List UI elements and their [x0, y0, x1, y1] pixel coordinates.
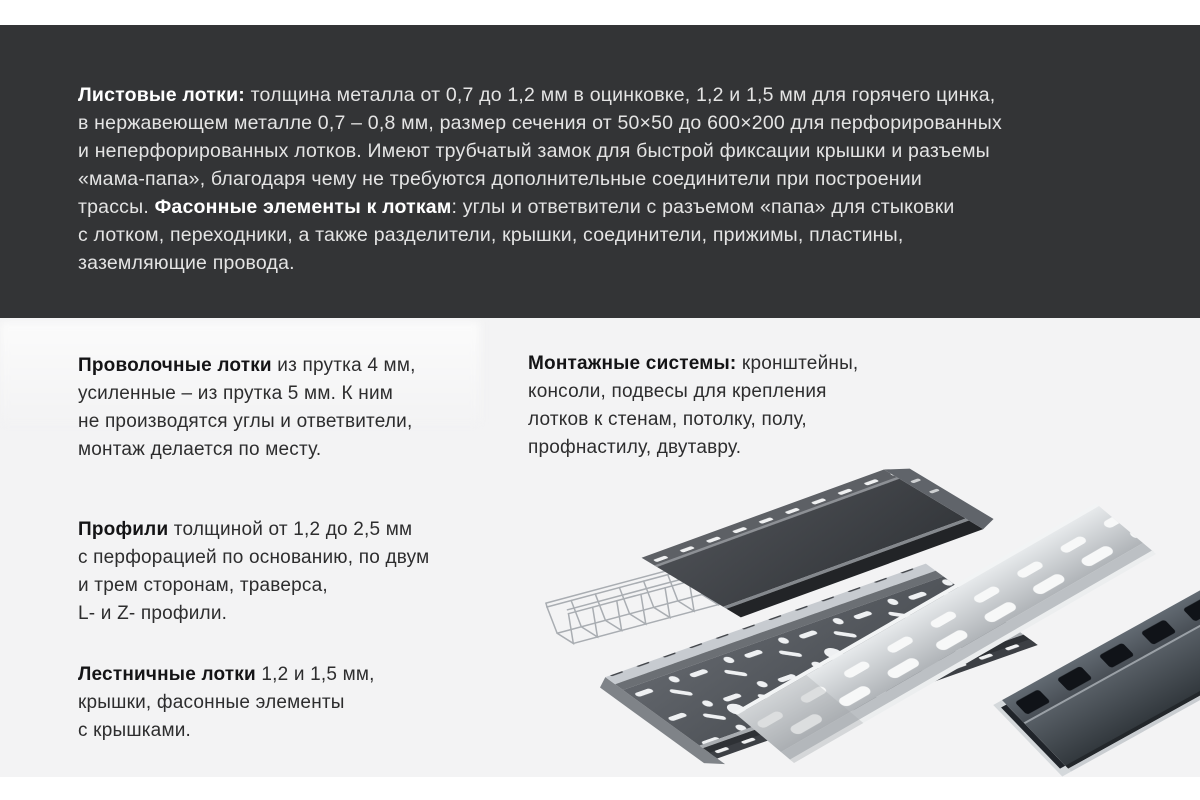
text-line: Листовые лотки: толщина металла от 0,7 до 1,2 мм в оцинковке, 1,2 и 1,5 мм для горячего цинка, — [78, 84, 996, 106]
section-profiles — [78, 516, 429, 628]
text-line: в нержавеющем металле 0,7 – 0,8 мм, размер сечения от 50×50 до 600×200 для перфорированных — [78, 112, 1002, 134]
section-ladder-trays — [78, 661, 375, 745]
text-line: монтаж делается по месту. — [78, 439, 322, 460]
text-line: трассы. Фасонные элементы к лоткам: углы и ответвители с разъемом «папа» для стыковки — [78, 196, 955, 218]
text-line: лотков к стенам, потолку, полу, — [528, 409, 807, 430]
text-line: усиленные – из прутка 5 мм. К ним — [78, 383, 394, 404]
text-line: L- и Z- профили. — [78, 603, 228, 624]
text-line: с перфорацией по основанию, по двум — [78, 547, 430, 568]
text-line: и неперфорированных лотков. Имеют трубчатый замок для быстрой фиксации крышки и разъемы — [78, 140, 990, 162]
text-line: не производятся углы и ответвители, — [78, 411, 413, 432]
section-mounting-systems — [528, 350, 858, 462]
section-wire-trays — [78, 352, 416, 464]
hero-description-panel — [0, 25, 1200, 318]
text-line: с лотком, переходники, а также разделители, крышки, соединители, прижимы, пластины, — [78, 224, 904, 246]
text-line: заземляющие провода. — [78, 252, 295, 274]
text-line: и трем сторонам, траверса, — [78, 575, 328, 596]
text-line: Монтажные системы: кронштейны, — [528, 353, 859, 374]
text-line: крышки, фасонные элементы — [78, 692, 345, 713]
text-line: профнастилу, двутавру. — [528, 437, 742, 458]
text-line: консоли, подвесы для крепления — [528, 381, 827, 402]
text-line: Лестничные лотки 1,2 и 1,5 мм, — [78, 664, 375, 685]
text-line: «мама-папа», благодаря чему не требуются дополнительные соединители при построении — [78, 168, 922, 190]
text-line: с крышками. — [78, 720, 192, 741]
text-line: Проволочные лотки из прутка 4 мм, — [78, 355, 416, 376]
cable-tray-products-illustration — [505, 462, 1200, 778]
text-line: Профили толщиной от 1,2 до 2,5 мм — [78, 519, 413, 540]
